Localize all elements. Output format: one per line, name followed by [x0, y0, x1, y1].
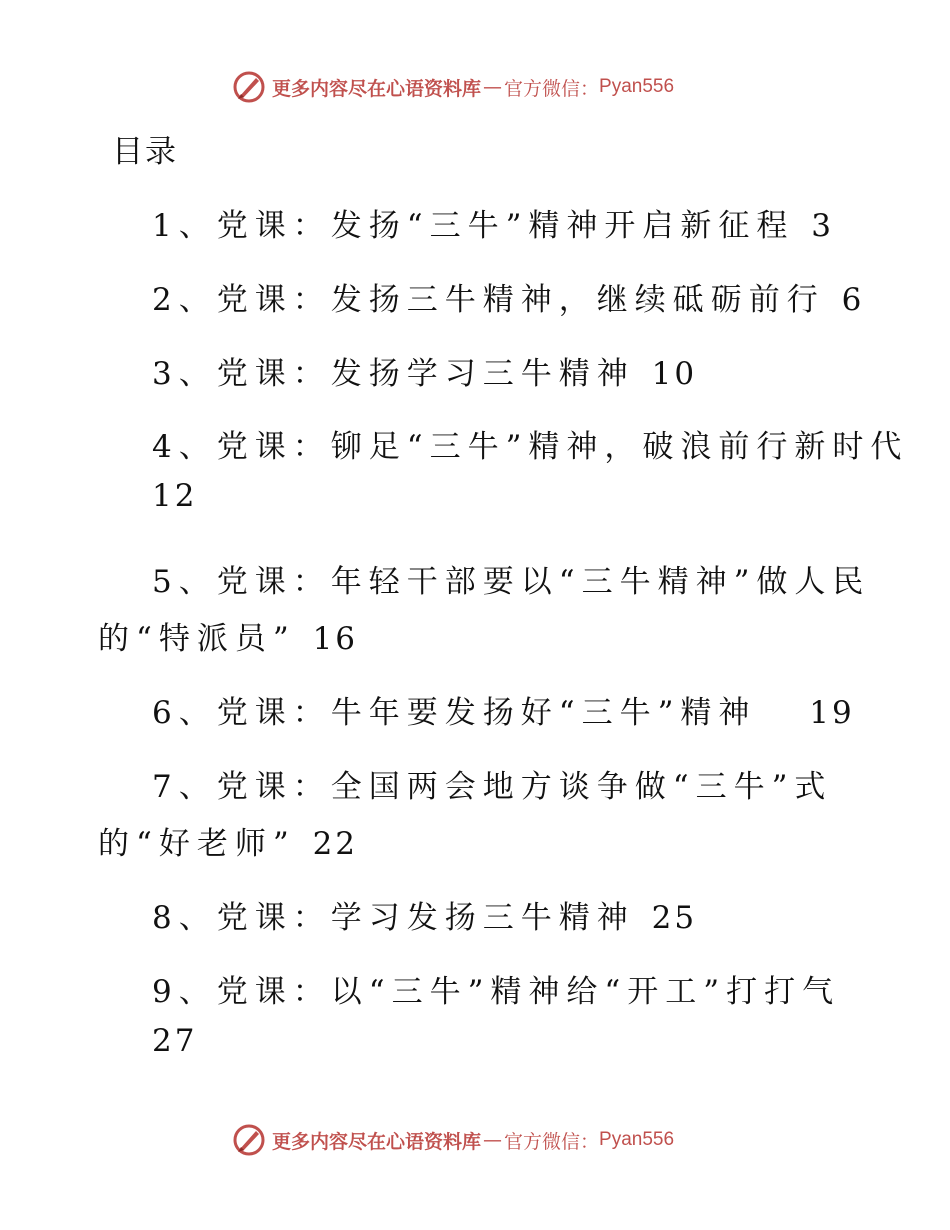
toc-item-7-continuation [98, 818, 358, 863]
banner-dash: — [483, 1129, 503, 1151]
toc-item-page: 10 [651, 356, 698, 392]
toc-item-page: 16 [312, 621, 359, 657]
toc-item-text: 1、党课：发扬“三牛”精神开启新征程 [152, 208, 795, 244]
wechat-label: 官方微信： [504, 1130, 600, 1153]
toc-item-2[interactable] [152, 274, 864, 319]
toc-item-text-cont: 的“特派员” [98, 621, 296, 657]
wechat-id: Pyan556 [599, 76, 675, 97]
toc-item-1[interactable] [152, 200, 834, 245]
toc-item-4[interactable] [152, 421, 908, 466]
toc-item-text: 9、党课：以“三牛”精神给“开工”打打气 [152, 974, 841, 1010]
toc-item-text: 3、党课：发扬学习三牛精神 [152, 356, 635, 392]
pen-logo-icon [232, 1123, 266, 1157]
toc-item-page: 3 [811, 208, 835, 244]
toc-item-3[interactable] [152, 348, 697, 393]
toc-item-text-cont: 的“好老师” [98, 826, 296, 862]
wechat-label: 官方微信： [504, 77, 600, 100]
toc-item-text: 6、党课：牛年要发扬好“三牛”精神 [152, 695, 757, 731]
toc-item-text: 8、党课：学习发扬三牛精神 [152, 900, 635, 936]
toc-item-5-continuation [98, 613, 358, 658]
wechat-id: Pyan556 [599, 1129, 675, 1150]
toc-item-page: 27 [152, 1023, 198, 1059]
toc-item-text: 4、党课：铆足“三牛”精神，破浪前行新时代 [152, 429, 909, 465]
toc-title: 目录 [112, 134, 178, 170]
toc-item-4-page-line [152, 478, 197, 514]
footer-banner [232, 1123, 674, 1157]
toc-item-text: 2、党课：发扬三牛精神，继续砥砺前行 [152, 282, 825, 318]
toc-item-7[interactable] [152, 761, 832, 806]
toc-item-page: 12 [152, 478, 198, 514]
toc-item-9-page-line [152, 1023, 197, 1059]
site-name: 更多内容尽在心语资料库 [272, 77, 482, 100]
toc-item-5[interactable] [152, 556, 870, 601]
toc-item-8[interactable] [152, 892, 697, 937]
toc-item-page: 22 [312, 826, 359, 862]
toc-item-page: 6 [841, 282, 865, 318]
toc-item-page: 25 [651, 900, 698, 936]
toc-item-text: 5、党课：年轻干部要以“三牛精神”做人民 [152, 564, 871, 600]
toc-item-9[interactable] [152, 966, 840, 1011]
toc-item-page: 19 [809, 695, 855, 731]
banner-dash: — [483, 76, 503, 98]
toc-item-text: 7、党课：全国两会地方谈争做“三牛”式 [152, 769, 833, 805]
site-name: 更多内容尽在心语资料库 [272, 1130, 482, 1153]
toc-item-6[interactable] [152, 687, 855, 732]
